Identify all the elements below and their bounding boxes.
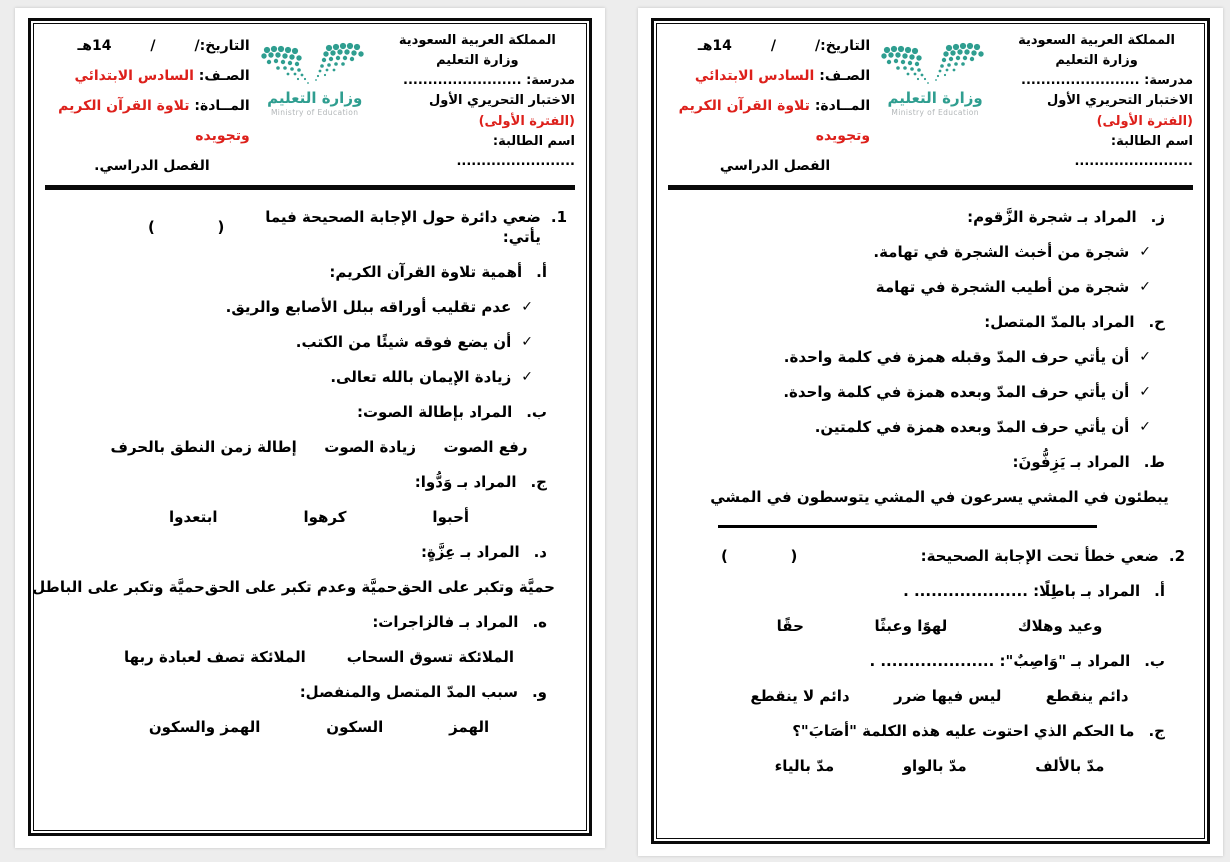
check-icon: ✓	[1139, 244, 1151, 261]
option: السكون	[326, 718, 384, 737]
answer-option-check: ✓ أن يضع فوقه شيئًا من الكتب.	[295, 333, 533, 352]
option: رفع الصوت	[443, 438, 528, 457]
option: إطالة زمن النطق بالحرف	[110, 438, 297, 457]
option: حقًا	[776, 617, 804, 636]
logo-block	[250, 31, 380, 117]
check-icon: ✓	[1139, 419, 1151, 436]
exam-page-1	[15, 8, 605, 848]
option: حميَّة وعدم تكبر على الحق	[204, 578, 398, 597]
check-icon: ✓	[1139, 384, 1151, 401]
class-value: السادس الابتدائي	[74, 68, 194, 85]
page-2-body	[668, 190, 1193, 776]
answer-option-check: ✓ أن يأتي حرف المدّ وبعده همزة في كلمتين.	[814, 418, 1151, 437]
class-line: الصـف: السادس الابتدائي	[74, 68, 250, 85]
answer-options-row	[32, 577, 567, 597]
school-line: مدرسة: ........................	[1021, 73, 1193, 89]
question-number: 1.	[550, 208, 567, 227]
ministry-block	[380, 31, 575, 172]
option: يبطئون في المشي	[1027, 488, 1169, 507]
question-item: ب. المراد بـ "وَاصِبٌ": .................... .	[869, 652, 1165, 671]
ministry-logo-icon	[870, 41, 1000, 87]
answer-option-check: ✓ شجرة من أطيب الشجرة في تهامة	[875, 278, 1151, 297]
option: حميَّة وتكبر على الحق	[397, 578, 555, 597]
answer-option-check: ✓ زيادة الإيمان بالله تعالى.	[330, 368, 533, 387]
question-item: ط. المراد بـ يَزِفُّونَ:	[1012, 453, 1165, 472]
question-item: د. المراد بـ عِزَّةٍ:	[420, 543, 547, 562]
answer-option-check: ✓ أن يأتي حرف المدّ وقبله همزة في كلمة واحدة.	[783, 348, 1151, 367]
date-line: التاريخ:/ / 14هـ	[77, 38, 250, 54]
student-name-line: اسم الطالبة: ........................	[456, 133, 575, 169]
ministry-logo-icon	[250, 41, 380, 87]
marks-parentheses: ( )	[721, 547, 798, 566]
option: ليس فيها ضرر	[894, 687, 1002, 706]
term-line: الفصل الدراسي	[719, 158, 831, 175]
option: أحبوا	[432, 508, 470, 527]
page-1-header	[45, 27, 575, 181]
option: كرهوا	[303, 508, 347, 527]
option: زيادة الصوت	[324, 438, 416, 457]
answer-option-check: ✓ أن يأتي حرف المدّ وبعده همزة في كلمة واحدة.	[783, 383, 1151, 402]
ministry-line: وزارة التعليم	[1055, 53, 1138, 69]
ministry-block	[1000, 31, 1193, 172]
page-1-frame	[28, 18, 592, 836]
option: وعيد وهلاك	[1017, 617, 1103, 636]
option: الهمز والسكون	[148, 718, 261, 737]
option: الهمز	[449, 718, 490, 737]
option: دائم لا ينقطع	[750, 687, 850, 706]
option: مدّ بالألف	[1035, 757, 1105, 776]
subject-value: تلاوة القرآن الكريم وتجويده	[678, 98, 871, 145]
logo-wordmark: وزارة التعليم	[887, 89, 983, 107]
question-item: و. سبب المدّ المتصل والمنفصل:	[299, 683, 547, 702]
question-text: ضعي خطأ تحت الإجابة الصحيحة:	[920, 547, 1159, 566]
ministry-line: وزارة التعليم	[436, 53, 519, 69]
exam-info-block	[668, 31, 870, 181]
subject-line: المــادة: تلاوة القرآن الكريم وتجويده	[58, 98, 250, 145]
logo-subtitle: Ministry of Education	[270, 108, 359, 117]
answer-options-row	[676, 756, 1185, 776]
question-1-heading	[53, 207, 567, 247]
answer-options-row	[676, 487, 1185, 507]
school-line: مدرسة: ........................	[403, 73, 575, 89]
answer-options-row	[676, 616, 1185, 636]
option: حميَّة وتكبر على الباطل	[32, 578, 205, 597]
option: مدّ بالواو	[902, 757, 967, 776]
check-icon: ✓	[521, 299, 533, 316]
answer-option-check: ✓ شجرة من أخبث الشجرة في تهامة.	[873, 243, 1151, 262]
check-icon: ✓	[1139, 279, 1151, 296]
answer-option-check: ✓ عدم تقليب أوراقه ببلل الأصابع والريق.	[225, 298, 533, 317]
exam-period: (الفترة الأولى)	[1096, 113, 1193, 129]
section-divider-line	[718, 525, 1097, 528]
question-item: ز. المراد بـ شجرة الزَّقوم:	[967, 208, 1165, 227]
page-1-body	[32, 190, 575, 737]
answer-options-row	[53, 717, 567, 737]
exam-page-2	[638, 8, 1223, 856]
option: دائم ينقطع	[1045, 687, 1129, 706]
question-number: 2.	[1168, 547, 1185, 566]
country-line: المملكة العربية السعودية	[1018, 33, 1176, 48]
option: لهوًا وعبثًا	[874, 617, 948, 636]
term-line: الفصل الدراسي.	[94, 158, 210, 175]
option: يتوسطون في المشي	[710, 488, 870, 507]
logo-subtitle: Ministry of Education	[891, 108, 979, 117]
question-item: ح. المراد بالمدّ المتصل:	[984, 313, 1165, 332]
subject-value: تلاوة القرآن الكريم وتجويده	[58, 98, 250, 145]
answer-options-row	[676, 686, 1185, 706]
exam-period: (الفترة الأولى)	[478, 113, 575, 129]
question-2-heading	[676, 546, 1185, 566]
check-icon: ✓	[1139, 349, 1151, 366]
question-text: ضعي دائرة حول الإجابة الصحيحة فيما يأتي:	[265, 208, 541, 247]
option: يسرعون في المشي	[873, 488, 1024, 507]
class-value: السادس الابتدائي	[694, 68, 815, 85]
answer-options-row	[53, 647, 567, 667]
answer-options-row	[53, 437, 567, 457]
exam-line: الاختبار التحريري الأول (الفترة الأولى)	[428, 93, 575, 129]
country-line: المملكة العربية السعودية	[398, 33, 556, 48]
question-item: أ. أهمية تلاوة القرآن الكريم:	[329, 263, 547, 282]
logo-block	[870, 31, 1000, 117]
question-item: ب. المراد بإطالة الصوت:	[356, 403, 547, 422]
check-icon: ✓	[521, 369, 533, 386]
answer-options-row	[53, 507, 567, 527]
logo-wordmark: وزارة التعليم	[267, 89, 363, 107]
exam-line: الاختبار التحريري الأول (الفترة الأولى)	[1046, 93, 1193, 129]
page-2-header	[668, 27, 1193, 181]
question-item: ج. ما الحكم الذي احتوت عليه هذه الكلمة "أصَابَ"؟	[792, 722, 1165, 741]
option: ابتعدوا	[169, 508, 218, 527]
check-icon: ✓	[521, 334, 533, 351]
subject-line: المــادة: تلاوة القرآن الكريم وتجويده	[678, 98, 871, 145]
question-item: ج. المراد بـ وَدُّوا:	[414, 473, 547, 492]
question-item: أ. المراد بـ باطِلًا: .................... .	[903, 582, 1165, 601]
date-line: التاريخ:/ / 14هـ	[697, 38, 871, 54]
exam-info-block	[45, 31, 250, 181]
option: مدّ بالياء	[774, 757, 835, 776]
class-line: الصـف: السادس الابتدائي	[694, 68, 871, 85]
question-item: ه. المراد بـ فالزاجرات:	[372, 613, 547, 632]
page-2-frame	[651, 18, 1210, 844]
marks-parentheses: ( )	[148, 218, 225, 237]
student-name-line: اسم الطالبة: ........................	[1074, 133, 1193, 169]
option: الملائكة تسوق السحاب	[346, 648, 515, 667]
option: الملائكة تصف لعبادة ربها	[123, 648, 306, 667]
